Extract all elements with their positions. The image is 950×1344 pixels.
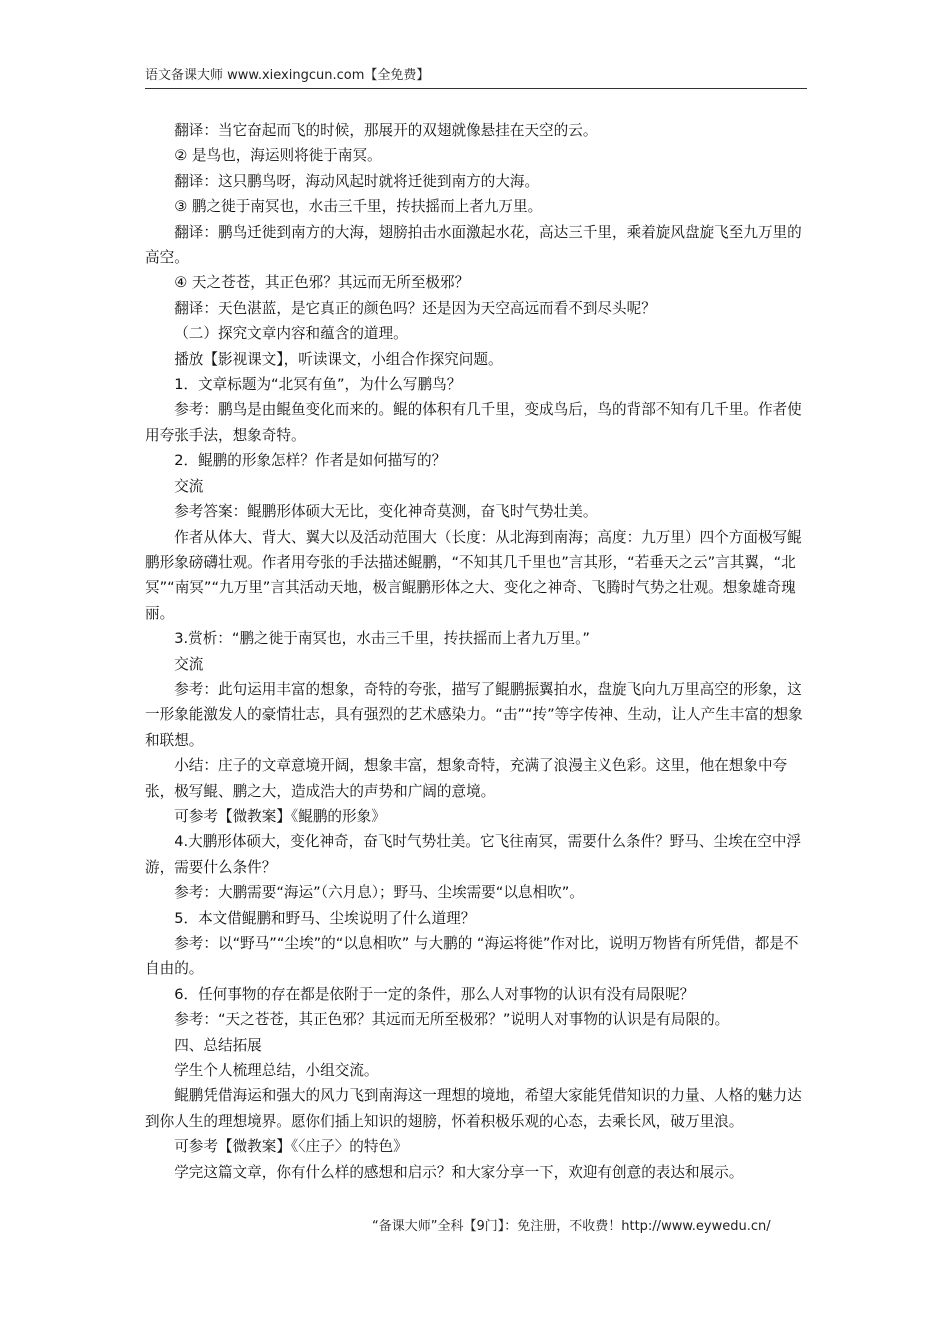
paragraph: 参考：“天之苍苍，其正色邪？其远而无所至极邪？”说明人对事物的认识是有局限的。	[174, 1011, 730, 1029]
paragraph: 参考答案：鲲鹏形体硕大无比，变化神奇莫测，奋飞时气势壮美。	[174, 503, 598, 521]
paragraph: 参考：大鹏需要“海运”（六月息）；野马、尘埃需要“以息相吹”。	[174, 884, 584, 902]
paragraph: 翻译：天色湛蓝，是它真正的颜色吗？还是因为天空高远而看不到尽头呢？	[174, 299, 656, 317]
paragraph: 6．任何事物的存在都是依附于一定的条件，那么人对事物的认识有没有局限呢？	[174, 985, 695, 1003]
paragraph: 可参考【微教案】《鲲鹏的形象》	[174, 807, 386, 825]
paragraph: 翻译：这只鹏鸟呀，海动风起时就将迁徙到南方的大海。	[174, 172, 540, 190]
paragraph: 翻译：鹏鸟迁徙到南方的大海，翅膀拍击水面激起水花，高达三千里，乘着旋风盘旋飞至九万里的高空。	[145, 223, 802, 267]
paragraph: 3.赏析：“鹏之徙于南冥也，水击三千里，抟扶摇而上者九万里。”	[174, 630, 590, 648]
document-body	[145, 118, 809, 1185]
paragraph: 四、总结拓展	[174, 1036, 262, 1054]
paragraph: 交流	[174, 655, 204, 673]
paragraph: 1．文章标题为“北冥有鱼”，为什么写鹏鸟？	[174, 376, 462, 394]
paragraph: 4.大鹏形体硕大，变化神奇，奋飞时气势壮美。它飞往南冥，需要什么条件？野马、尘埃在空中浮游，需要什么条件？	[145, 833, 802, 876]
paragraph: 鲲鹏凭借海运和强大的风力飞到南海这一理想的境地，希望大家能凭借知识的力量、人格的魅力达到你人生的理想境界。愿你们插上知识的翅膀，怀着积极乐观的心态，去乘长风，破万里浪。	[145, 1087, 802, 1130]
page-header: 语文备课大师 www.xiexingcun.com【全免费】	[145, 64, 807, 89]
paragraph: 作者从体大、背大、翼大以及活动范围大（长度：从北海到南海；高度：九万里）四个方面极写鲲鹏形象磅礴壮观。作者用夸张的手法描述鲲鹏，“不知其几千里也”言其形，“若垂天之云”言其翼，“北冥”“南冥”“九万里”言其活动天地，极言鲲鹏形体之大、变化之神奇、飞腾时气势之壮观。想象雄奇瑰丽。	[145, 528, 802, 622]
paragraph: 学完这篇文章，你有什么样的感想和启示？和大家分享一下，欢迎有创意的表达和展示。	[174, 1163, 744, 1181]
paragraph: ② 是鸟也，海运则将徙于南冥。	[174, 147, 382, 165]
paragraph: 翻译：当它奋起而飞的时候，那展开的双翅就像悬挂在天空的云。	[174, 122, 598, 139]
paragraph: 参考：以“野马”“尘埃”的“以息相吹” 与大鹏的 “海运将徙”作对比，说明万物皆有所凭借，都是不自由的。	[145, 935, 799, 978]
paragraph: 参考：鹏鸟是由鲲鱼变化而来的。鲲的体积有几千里，变成鸟后，鸟的背部不知有几千里。作者使用夸张手法，想象奇特。	[145, 401, 802, 444]
paragraph: 2．鲲鹏的形象怎样？作者是如何描写的？	[174, 452, 447, 470]
paragraph: 5．本文借鲲鹏和野马、尘埃说明了什么道理？	[174, 909, 476, 927]
paragraph: 学生个人梳理总结，小组交流。	[174, 1062, 379, 1080]
page-footer: “备课大师”全科【9门】：免注册，不收费！http://www.eywedu.cn/	[372, 1219, 771, 1234]
paragraph: 交流	[174, 477, 204, 495]
paragraph: 参考：此句运用丰富的想象，奇特的夸张，描写了鲲鹏振翼拍水，盘旋飞向九万里高空的形象，这一形象能激发人的豪情壮志，具有强烈的艺术感染力。“击”“抟”等字传神、生动，让人产生丰富的想象和联想。	[145, 680, 803, 749]
paragraph: 可参考【微教案】《〈庄子〉的特色》	[174, 1138, 408, 1156]
paragraph: ③ 鹏之徙于南冥也，水击三千里，抟扶摇而上者九万里。	[174, 198, 543, 216]
paragraph: （二）探究文章内容和蕴含的道理。	[174, 325, 408, 343]
paragraph: ④ 天之苍苍，其正色邪？其远而无所至极邪？	[174, 274, 470, 292]
paragraph: 播放【影视课文】，听读课文，小组合作探究问题。	[174, 350, 503, 368]
paragraph: 小结：庄子的文章意境开阔，想象丰富，想象奇特，充满了浪漫主义色彩。这里，他在想象中夸张，极写鲲、鹏之大，造成浩大的声势和广阔的意境。	[145, 757, 788, 800]
